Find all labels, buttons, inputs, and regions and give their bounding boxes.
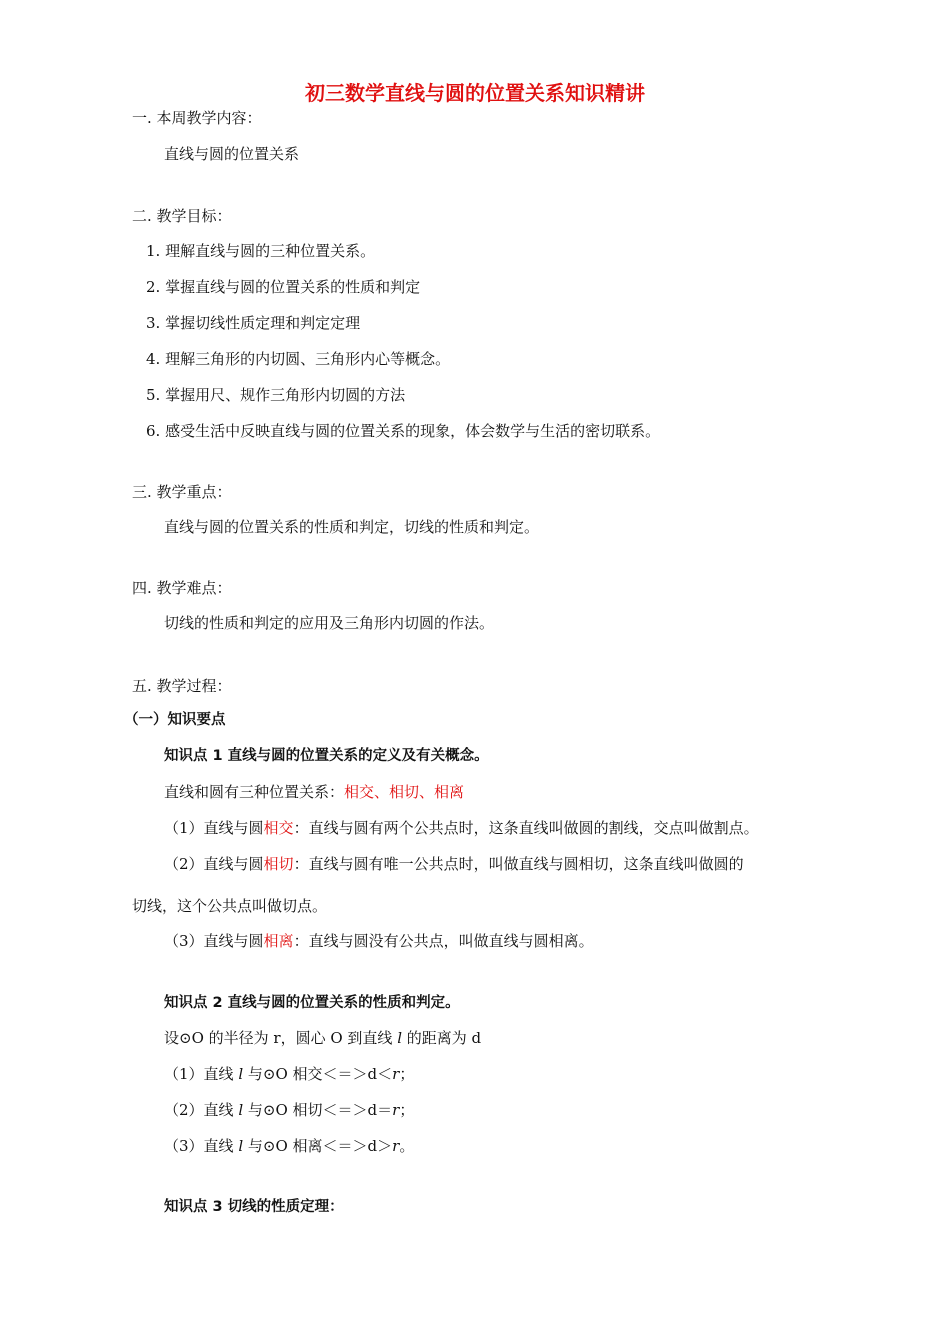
kp2-c1-b: 与⊙O 相交＜＝＞d＜: [243, 1065, 393, 1083]
kp1-p1-red: 相交: [263, 819, 294, 837]
kp1-para-2: [164, 854, 744, 874]
kp1-p1-a: （1）直线与圆: [164, 819, 264, 837]
kp1-para-1: [164, 818, 759, 838]
kp1-p3-red: 相离: [263, 932, 294, 950]
kp1-p2-a: （2）直线与圆: [164, 855, 264, 873]
kp2-c1-l: l: [238, 1065, 244, 1083]
goal-item-4: 4. 理解三角形的内切圆、三角形内心等概念。: [146, 350, 451, 368]
kp2-c1-r: r: [392, 1065, 400, 1083]
kp2-c2-b: 与⊙O 相切＜＝＞d＝: [243, 1101, 393, 1119]
document-title: 初三数学直线与圆的位置关系知识精讲: [305, 81, 645, 105]
kp2-c3-b: 与⊙O 相离＜＝＞d＞: [243, 1137, 393, 1155]
kp2-intro-l: l: [397, 1029, 402, 1047]
goal-item-2: 2. 掌握直线与圆的位置关系的性质和判定: [146, 278, 421, 296]
section-1-heading: 一. 本周教学内容：: [132, 109, 262, 127]
kp2-c3-r: r: [392, 1137, 400, 1155]
kp3-title: 知识点 3 切线的性质定理：: [164, 1199, 344, 1215]
subsection-knowledge-points: （一）知识要点: [124, 712, 226, 728]
kp1-p2-red: 相切: [263, 855, 294, 873]
kp2-c2-a: （2）直线: [164, 1101, 239, 1119]
kp1-intro: [164, 782, 464, 802]
kp2-c1-end: ；: [399, 1065, 415, 1083]
kp1-para-2-cont: 切线，这个公共点叫做切点。: [132, 897, 328, 915]
kp2-case-1: [164, 1064, 414, 1084]
kp2-intro-a: 设⊙O 的半径为 r，圆心 O 到直线: [164, 1029, 398, 1047]
goal-item-6: 6. 感受生活中反映直线与圆的位置关系的现象，体会数学与生活的密切联系。: [146, 422, 661, 440]
kp2-c3-end: 。: [399, 1137, 415, 1155]
kp1-para-3: [164, 931, 594, 951]
section-3-heading: 三. 教学重点：: [132, 483, 232, 501]
kp1-intro-text: 直线和圆有三种位置关系：: [164, 783, 345, 801]
kp2-title: 知识点 2 直线与圆的位置关系的性质和判定。: [164, 995, 460, 1011]
kp2-case-3: [164, 1136, 414, 1156]
kp1-title: 知识点 1 直线与圆的位置关系的定义及有关概念。: [164, 748, 489, 764]
kp2-case-2: [164, 1100, 414, 1120]
kp2-intro: [164, 1028, 481, 1048]
goal-item-5: 5. 掌握用尺、规作三角形内切圆的方法: [146, 386, 406, 404]
kp2-c2-end: ；: [399, 1101, 415, 1119]
goal-item-3: 3. 掌握切线性质定理和判定定理: [146, 314, 361, 332]
kp1-p3-a: （3）直线与圆: [164, 932, 264, 950]
kp1-p1-b: ：直线与圆有两个公共点时，这条直线叫做圆的割线，交点叫做割点。: [293, 819, 759, 837]
kp1-p3-b: ：直线与圆没有公共点，叫做直线与圆相离。: [293, 932, 594, 950]
section-4-content: 切线的性质和判定的应用及三角形内切圆的作法。: [164, 614, 495, 632]
goal-item-1: 1. 理解直线与圆的三种位置关系。: [146, 242, 376, 260]
kp2-intro-b: 的距离为 d: [402, 1029, 482, 1047]
section-1-content: 直线与圆的位置关系: [164, 145, 300, 163]
kp2-c3-l: l: [238, 1137, 244, 1155]
section-4-heading: 四. 教学难点：: [132, 579, 232, 597]
kp1-p2-b: ：直线与圆有唯一公共点时，叫做直线与圆相切，这条直线叫做圆的: [293, 855, 744, 873]
kp1-intro-red: 相交、相切、相离: [344, 783, 465, 801]
section-5-heading: 五. 教学过程：: [132, 677, 232, 695]
kp2-c2-r: r: [392, 1101, 400, 1119]
kp2-c3-a: （3）直线: [164, 1137, 239, 1155]
section-2-heading: 二. 教学目标：: [132, 207, 232, 225]
kp2-c2-l: l: [238, 1101, 244, 1119]
section-3-content: 直线与圆的位置关系的性质和判定，切线的性质和判定。: [164, 518, 540, 536]
kp2-c1-a: （1）直线: [164, 1065, 239, 1083]
